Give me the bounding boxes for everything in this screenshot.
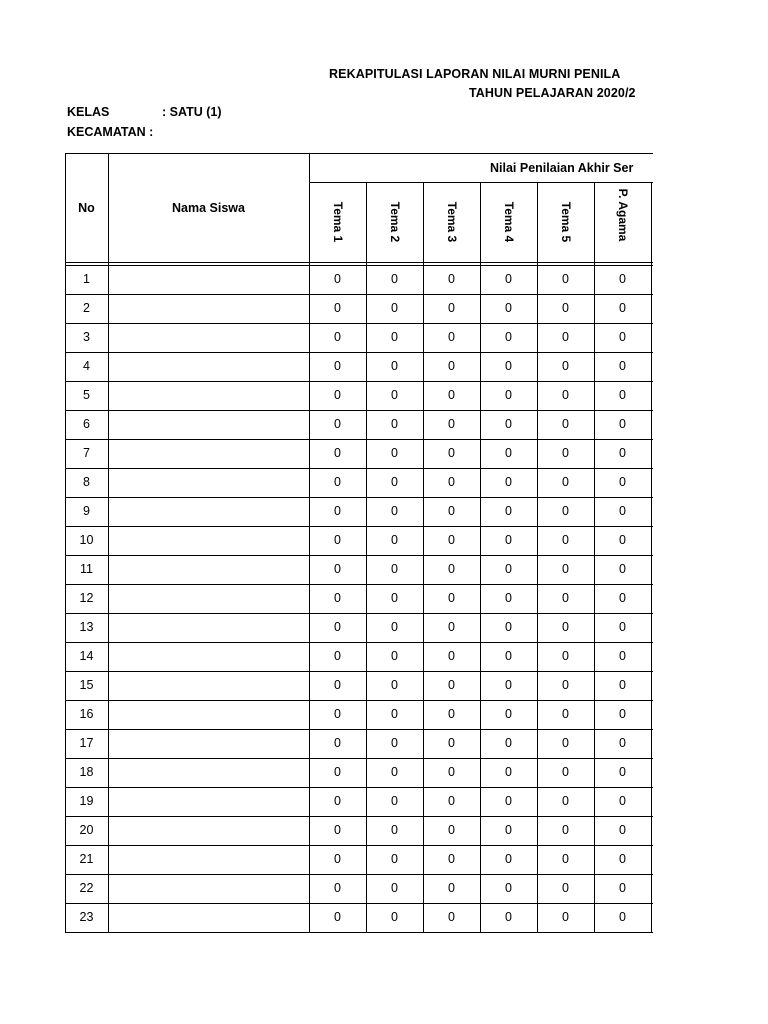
- grade-cell: 0: [334, 678, 341, 692]
- grade-cell: 0: [619, 707, 626, 721]
- grade-cell: 0: [619, 678, 626, 692]
- grade-cell: 0: [334, 736, 341, 750]
- header-divider-secondary: [65, 265, 653, 266]
- grade-cell: 0: [619, 765, 626, 779]
- grade-cell: 0: [619, 388, 626, 402]
- grade-cell: 0: [505, 765, 512, 779]
- row-divider: [65, 787, 108, 788]
- grade-cell: 0: [505, 620, 512, 634]
- row-divider: [65, 874, 108, 875]
- grade-cell: 0: [505, 562, 512, 576]
- grade-cell: 0: [505, 301, 512, 315]
- grade-cell: 0: [619, 301, 626, 315]
- grade-cell: 0: [391, 388, 398, 402]
- column-divider-subject: [594, 182, 595, 933]
- column-header-subject: Tema 4: [501, 201, 516, 243]
- kecamatan-label: KECAMATAN :: [67, 125, 154, 139]
- row-divider: [65, 903, 108, 904]
- report-title: REKAPITULASI LAPORAN NILAI MURNI PENILA: [329, 67, 621, 81]
- grade-cell: 0: [391, 852, 398, 866]
- kelas-label: KELAS: [67, 105, 110, 119]
- grade-cell: 0: [505, 678, 512, 692]
- row-number: 6: [83, 417, 90, 431]
- grade-cell: 0: [562, 272, 569, 286]
- grade-cell: 0: [562, 504, 569, 518]
- grade-cell: 0: [391, 620, 398, 634]
- grade-cell: 0: [619, 504, 626, 518]
- row-number: 3: [83, 330, 90, 344]
- grade-cell: 0: [334, 359, 341, 373]
- grade-cell: 0: [391, 272, 398, 286]
- row-number: 10: [79, 533, 94, 547]
- column-header-group-nilai: Nilai Penilaian Akhir Ser: [490, 161, 634, 175]
- row-divider: [65, 642, 108, 643]
- column-header-subject: Tema 1: [330, 201, 345, 243]
- row-divider: [65, 352, 108, 353]
- grade-cell: 0: [562, 417, 569, 431]
- row-number: 7: [83, 446, 90, 460]
- grade-cell: 0: [448, 823, 455, 837]
- kelas-value: : SATU (1): [162, 105, 222, 119]
- grade-cell: 0: [391, 359, 398, 373]
- row-number: 14: [79, 649, 94, 663]
- grade-cell: 0: [334, 475, 341, 489]
- row-divider: [65, 381, 108, 382]
- grade-cell: 0: [334, 504, 341, 518]
- grade-cell: 0: [619, 852, 626, 866]
- grade-cell: 0: [619, 881, 626, 895]
- grade-cell: 0: [619, 417, 626, 431]
- row-divider: [65, 468, 108, 469]
- row-divider: [108, 874, 653, 875]
- grade-cell: 0: [448, 852, 455, 866]
- grade-cell: 0: [391, 417, 398, 431]
- grade-cell: 0: [619, 620, 626, 634]
- grade-cell: 0: [391, 649, 398, 663]
- row-number: 20: [79, 823, 94, 837]
- grade-cell: 0: [334, 272, 341, 286]
- grade-cell: 0: [448, 910, 455, 924]
- row-divider: [65, 497, 108, 498]
- grade-cell: 0: [448, 562, 455, 576]
- grade-cell: 0: [619, 736, 626, 750]
- row-number: 18: [79, 765, 94, 779]
- grade-cell: 0: [505, 794, 512, 808]
- grade-cell: 0: [391, 446, 398, 460]
- grade-cell: 0: [334, 620, 341, 634]
- grade-cell: 0: [619, 359, 626, 373]
- grade-cell: 0: [562, 823, 569, 837]
- row-divider: [108, 845, 653, 846]
- grade-cell: 0: [391, 910, 398, 924]
- row-divider: [108, 816, 653, 817]
- grade-cell: 0: [448, 533, 455, 547]
- grade-cell: 0: [334, 533, 341, 547]
- row-divider: [108, 410, 653, 411]
- row-divider: [108, 787, 653, 788]
- row-number: 12: [79, 591, 94, 605]
- grade-cell: 0: [391, 881, 398, 895]
- grade-cell: 0: [505, 910, 512, 924]
- grade-cell: 0: [334, 446, 341, 460]
- grade-cell: 0: [619, 823, 626, 837]
- grade-cell: 0: [391, 533, 398, 547]
- grade-cell: 0: [562, 707, 569, 721]
- grade-cell: 0: [391, 330, 398, 344]
- column-header-nama-siswa: Nama Siswa: [172, 201, 245, 215]
- grade-cell: 0: [448, 765, 455, 779]
- grade-cell: 0: [448, 272, 455, 286]
- row-divider: [65, 410, 108, 411]
- grade-cell: 0: [505, 707, 512, 721]
- grade-cell: 0: [619, 330, 626, 344]
- row-divider: [108, 903, 653, 904]
- row-number: 9: [83, 504, 90, 518]
- grade-cell: 0: [505, 417, 512, 431]
- grade-cell: 0: [562, 301, 569, 315]
- grade-cell: 0: [334, 823, 341, 837]
- row-number: 8: [83, 475, 90, 489]
- header-divider: [65, 262, 653, 263]
- grade-cell: 0: [505, 823, 512, 837]
- row-number: 2: [83, 301, 90, 315]
- grade-cell: 0: [448, 301, 455, 315]
- grade-cell: 0: [619, 562, 626, 576]
- grade-cell: 0: [562, 388, 569, 402]
- row-divider: [65, 439, 108, 440]
- row-divider: [65, 671, 108, 672]
- row-number: 15: [79, 678, 94, 692]
- column-divider-subject: [366, 182, 367, 933]
- grade-cell: 0: [505, 272, 512, 286]
- grade-cell: 0: [448, 591, 455, 605]
- grade-cell: 0: [619, 591, 626, 605]
- grade-cell: 0: [505, 388, 512, 402]
- row-divider: [65, 932, 108, 933]
- grade-cell: 0: [619, 533, 626, 547]
- grade-cell: 0: [562, 359, 569, 373]
- grade-cell: 0: [391, 504, 398, 518]
- report-subtitle: TAHUN PELAJARAN 2020/2: [469, 86, 636, 100]
- grade-cell: 0: [334, 794, 341, 808]
- grade-cell: 0: [334, 852, 341, 866]
- column-header-subject: Tema 5: [558, 201, 573, 243]
- grade-cell: 0: [448, 446, 455, 460]
- grade-cell: 0: [619, 794, 626, 808]
- row-number: 4: [83, 359, 90, 373]
- grade-cell: 0: [505, 649, 512, 663]
- row-number: 19: [79, 794, 94, 808]
- row-number: 13: [79, 620, 94, 634]
- row-divider: [108, 294, 653, 295]
- column-divider-subject: [537, 182, 538, 933]
- grade-cell: 0: [391, 562, 398, 576]
- grade-cell: 0: [562, 591, 569, 605]
- row-divider: [65, 758, 108, 759]
- grade-cell: 0: [448, 707, 455, 721]
- grade-cell: 0: [562, 736, 569, 750]
- row-divider: [108, 642, 653, 643]
- row-divider: [108, 671, 653, 672]
- row-divider: [108, 323, 653, 324]
- grade-cell: 0: [619, 910, 626, 924]
- grade-cell: 0: [448, 678, 455, 692]
- grade-cell: 0: [334, 881, 341, 895]
- grade-cell: 0: [334, 330, 341, 344]
- row-number: 16: [79, 707, 94, 721]
- row-divider: [65, 323, 108, 324]
- grade-cell: 0: [505, 533, 512, 547]
- row-number: 5: [83, 388, 90, 402]
- grade-cell: 0: [448, 881, 455, 895]
- grade-cell: 0: [391, 475, 398, 489]
- column-divider-subject: [480, 182, 481, 933]
- grade-cell: 0: [562, 475, 569, 489]
- grade-cell: 0: [505, 736, 512, 750]
- row-divider: [65, 613, 108, 614]
- grade-cell: 0: [448, 620, 455, 634]
- grade-cell: 0: [562, 881, 569, 895]
- row-number: 17: [79, 736, 94, 750]
- row-divider: [65, 584, 108, 585]
- row-divider: [108, 613, 653, 614]
- table-border-top: [65, 153, 653, 154]
- grade-cell: 0: [505, 475, 512, 489]
- column-divider-no: [108, 153, 109, 933]
- column-divider-subject: [651, 182, 652, 933]
- row-divider: [108, 439, 653, 440]
- grade-cell: 0: [448, 475, 455, 489]
- grade-cell: 0: [391, 707, 398, 721]
- row-divider: [108, 526, 653, 527]
- grade-cell: 0: [505, 446, 512, 460]
- grade-cell: 0: [448, 649, 455, 663]
- row-number: 11: [80, 562, 93, 576]
- grade-cell: 0: [391, 823, 398, 837]
- grade-cell: 0: [448, 417, 455, 431]
- column-header-subject: P. Agama: [615, 188, 630, 242]
- row-divider: [65, 555, 108, 556]
- grade-cell: 0: [505, 852, 512, 866]
- row-divider: [108, 758, 653, 759]
- grade-cell: 0: [391, 591, 398, 605]
- grade-cell: 0: [448, 330, 455, 344]
- grade-cell: 0: [562, 649, 569, 663]
- grade-cell: 0: [562, 910, 569, 924]
- grade-cell: 0: [448, 359, 455, 373]
- column-header-no: No: [78, 201, 95, 215]
- grade-cell: 0: [505, 881, 512, 895]
- row-divider: [108, 584, 653, 585]
- grade-cell: 0: [562, 562, 569, 576]
- grade-cell: 0: [334, 765, 341, 779]
- grade-cell: 0: [334, 301, 341, 315]
- grade-cell: 0: [334, 591, 341, 605]
- grade-cell: 0: [562, 678, 569, 692]
- grade-cell: 0: [505, 359, 512, 373]
- row-divider: [65, 816, 108, 817]
- grade-cell: 0: [334, 388, 341, 402]
- row-number: 21: [79, 852, 94, 866]
- grade-cell: 0: [334, 649, 341, 663]
- row-divider: [108, 729, 653, 730]
- row-divider: [65, 700, 108, 701]
- row-divider: [108, 555, 653, 556]
- column-header-subject: Tema 3: [444, 201, 459, 243]
- row-divider: [108, 352, 653, 353]
- grade-cell: 0: [562, 330, 569, 344]
- grade-cell: 0: [505, 591, 512, 605]
- grade-cell: 0: [562, 533, 569, 547]
- grade-cell: 0: [619, 475, 626, 489]
- grade-cell: 0: [562, 620, 569, 634]
- group-header-divider: [309, 182, 653, 183]
- grade-cell: 0: [505, 504, 512, 518]
- row-divider: [108, 381, 653, 382]
- grade-cell: 0: [391, 765, 398, 779]
- grade-cell: 0: [391, 678, 398, 692]
- grade-cell: 0: [334, 417, 341, 431]
- grade-cell: 0: [391, 301, 398, 315]
- row-divider: [65, 294, 108, 295]
- grade-cell: 0: [448, 736, 455, 750]
- row-divider: [65, 729, 108, 730]
- grade-cell: 0: [562, 446, 569, 460]
- row-number: 23: [79, 910, 94, 924]
- grade-cell: 0: [562, 794, 569, 808]
- grade-cell: 0: [334, 910, 341, 924]
- grade-cell: 0: [391, 794, 398, 808]
- column-header-subject: Tema 2: [387, 201, 402, 243]
- grade-cell: 0: [619, 446, 626, 460]
- grade-cell: 0: [448, 794, 455, 808]
- grade-cell: 0: [334, 562, 341, 576]
- row-divider: [108, 497, 653, 498]
- row-divider: [65, 526, 108, 527]
- row-number: 1: [83, 272, 90, 286]
- row-divider: [65, 845, 108, 846]
- row-divider: [108, 700, 653, 701]
- grade-cell: 0: [334, 707, 341, 721]
- row-divider: [108, 932, 653, 933]
- grade-cell: 0: [562, 852, 569, 866]
- row-divider: [108, 468, 653, 469]
- grade-cell: 0: [505, 330, 512, 344]
- column-divider-subject: [423, 182, 424, 933]
- grade-cell: 0: [391, 736, 398, 750]
- grade-cell: 0: [448, 388, 455, 402]
- grade-cell: 0: [562, 765, 569, 779]
- grade-cell: 0: [619, 649, 626, 663]
- grade-cell: 0: [448, 504, 455, 518]
- grade-cell: 0: [619, 272, 626, 286]
- row-number: 22: [79, 881, 94, 895]
